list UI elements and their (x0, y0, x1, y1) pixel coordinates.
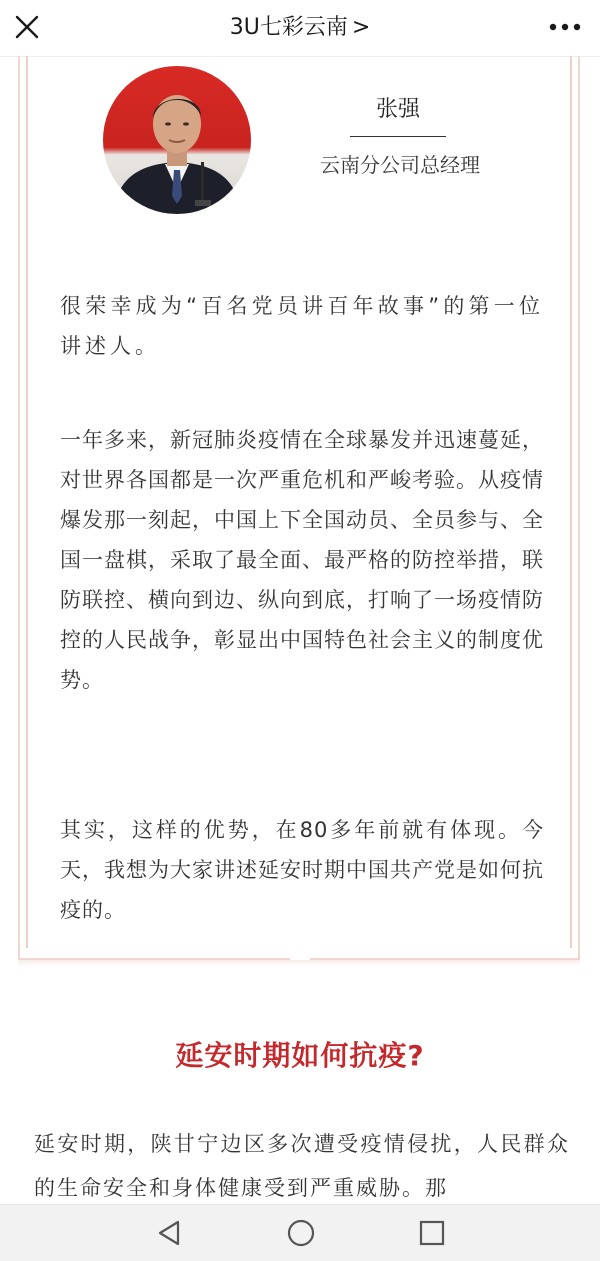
quote-paragraph: 很荣幸成为“百名党员讲百年故事”的第一位讲述人。 (60, 294, 544, 358)
back-triangle-icon[interactable] (154, 1217, 186, 1249)
person-portrait-icon (103, 66, 251, 214)
card-frame-right (578, 56, 580, 960)
account-name[interactable]: 3U七彩云南 (229, 15, 348, 40)
name-underline (350, 136, 446, 137)
top-bar (0, 0, 600, 57)
article-paragraph: 延安时期，陕甘宁边区多次遭受疫情侵扰，人民群众的生命安全和身体健康受到严重威胁。那 (34, 1132, 570, 1200)
speaker-name: 张强 (375, 97, 420, 122)
recent-square-icon[interactable] (416, 1217, 448, 1249)
speaker-job-title: 云南分公司总经理 (320, 153, 480, 177)
quote-paragraph: 其实，这样的优势，在80多年前就有体现。今天，我想为大家讲述延安时期中国共产党是如何抗疫的。 (60, 818, 544, 922)
page-title (0, 0, 600, 56)
more-dots-icon[interactable] (548, 16, 582, 38)
close-icon[interactable] (12, 12, 42, 42)
card-frame-left (18, 56, 20, 960)
card-frame-inner-right (570, 56, 572, 948)
card-frame-shadow (18, 960, 580, 966)
chevron-right-icon[interactable]: > (351, 15, 371, 40)
section-heading: 延安时期如何抗疫? (175, 1039, 425, 1072)
system-nav-bar (0, 1204, 600, 1261)
home-circle-icon[interactable] (285, 1217, 317, 1249)
quote-paragraph: 一年多来，新冠肺炎疫情在全球暴发并迅速蔓延，对世界各国都是一次严重危机和严峻考验。从疫情爆发那一刻起，中国上下全国动员、全员参与、全国一盘棋，采取了最全面、最严格的防控举措，联防联控、横向到边、纵向到底，打响了一场疫情防控的人民战争，彰显出中国特色社会主义的制度优势。 (60, 428, 544, 692)
card-frame-inner-left (26, 56, 28, 948)
avatar (103, 66, 251, 214)
